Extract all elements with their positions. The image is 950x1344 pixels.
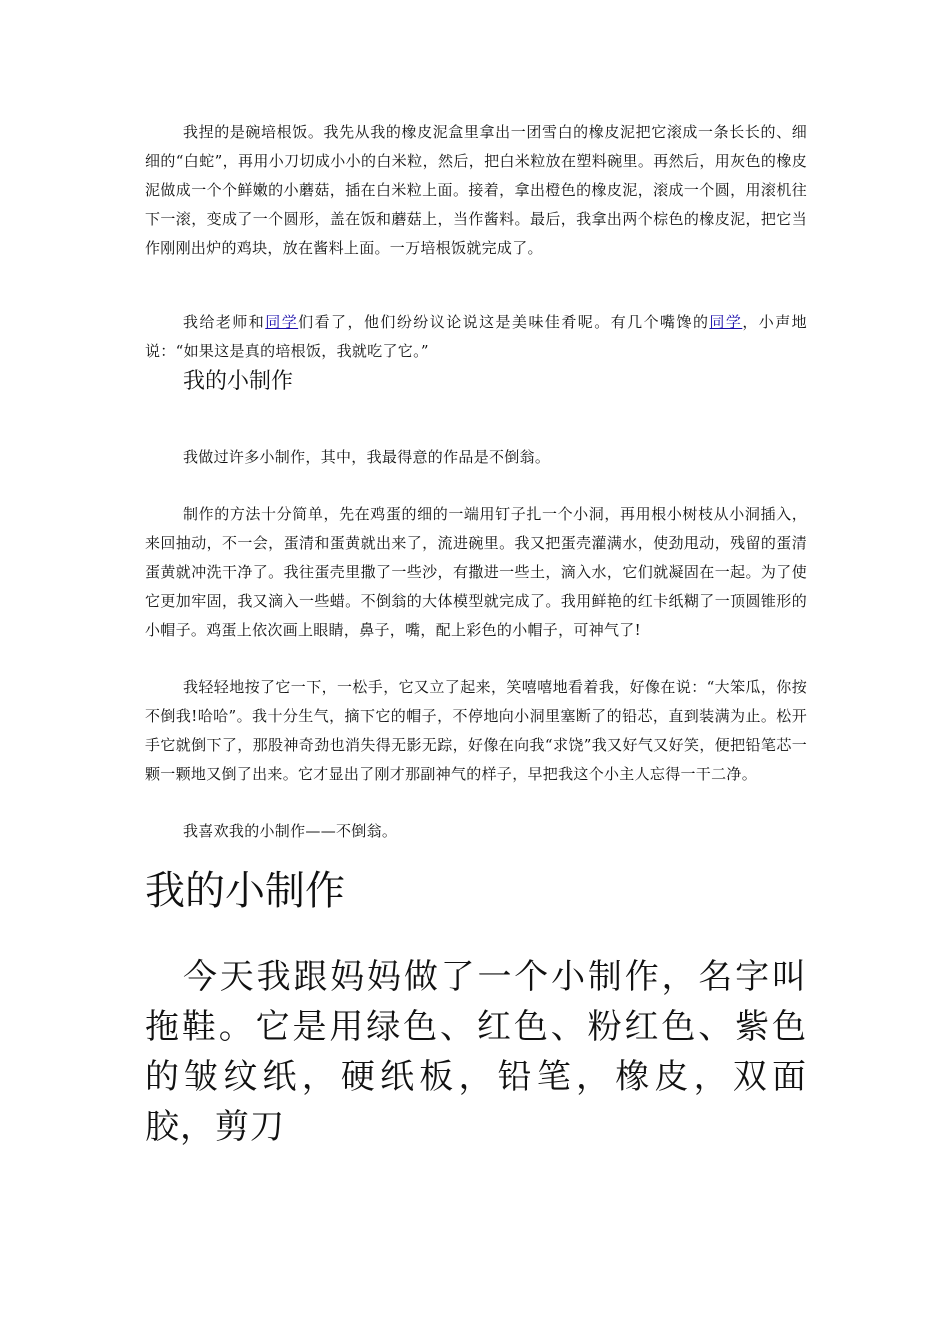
- section-heading: 我的小制作: [145, 868, 345, 914]
- paragraph-text: 们看了，他们纷纷议论说这是美味佳肴呢。有几个嘴馋的: [298, 313, 710, 331]
- paragraph-large: 今天我跟妈妈做了一个小制作，名字叫拖鞋。它是用绿色、红色、粉红色、紫色的皱纹纸，硬纸板，铅笔，橡皮，双面胶，剪刀: [145, 957, 807, 1147]
- classmate-link[interactable]: 同学: [709, 313, 743, 331]
- classmate-link[interactable]: 同学: [265, 313, 299, 331]
- paragraph: 我轻轻地按了它一下，一松手，它又立了起来，笑嘻嘻地看着我，好像在说：“大笨瓜，你按不倒我!哈哈”。我十分生气，摘下它的帽子，不停地向小洞里塞断了的铅芯，直到装满为止。松开手它就倒下了，那股神奇劲也消失得无影无踪，好像在向我“求饶”我又好气又好笑，便把铅笔芯一颗一颗地又倒了出来。它才显出了刚才那副神气的样子，早把我这个小主人忘得一干二净。: [145, 678, 807, 783]
- paragraph: 我捏的是碗培根饭。我先从我的橡皮泥盒里拿出一团雪白的橡皮泥把它滚成一条长长的、细细的“白蛇”，再用小刀切成小小的白米粒，然后，把白米粒放在塑料碗里。再然后，用灰色的橡皮泥做成一个个鲜嫩的小蘑菇，插在白米粒上面。接着，拿出橙色的橡皮泥，滚成一个圆，用滚机往下一滚，变成了一个圆形，盖在饭和蘑菇上，当作酱料。最后，我拿出两个棕色的橡皮泥，把它当作刚刚出炉的鸡块，放在酱料上面。一万培根饭就完成了。: [145, 123, 807, 257]
- paragraph: 我做过许多小制作，其中，我最得意的作品是不倒翁。: [183, 448, 551, 466]
- paragraph: 我喜欢我的小制作——不倒翁。: [183, 822, 398, 840]
- paragraph-text: ，小声地说：“如果这是真的培根饭，我就吃了它。”: [145, 313, 807, 360]
- document-page: [145, 118, 807, 1152]
- section-title: 我的小制作: [183, 369, 294, 394]
- paragraph-text: 我给老师和: [183, 313, 266, 331]
- paragraph: [145, 308, 807, 366]
- paragraph: 制作的方法十分简单，先在鸡蛋的细的一端用钉子扎一个小洞，再用根小树枝从小洞插入，来回抽动，不一会，蛋清和蛋黄就出来了，流进碗里。我又把蛋壳灌满水，使劲甩动，残留的蛋清蛋黄就冲洗干净了。我往蛋壳里撒了一些沙，有撒进一些土，滴入水，它们就凝固在一起。为了使它更加牢固，我又滴入一些蜡。不倒翁的大体模型就完成了。我用鲜艳的红卡纸糊了一顶圆锥形的小帽子。鸡蛋上依次画上眼睛，鼻子，嘴，配上彩色的小帽子，可神气了!: [145, 505, 807, 639]
